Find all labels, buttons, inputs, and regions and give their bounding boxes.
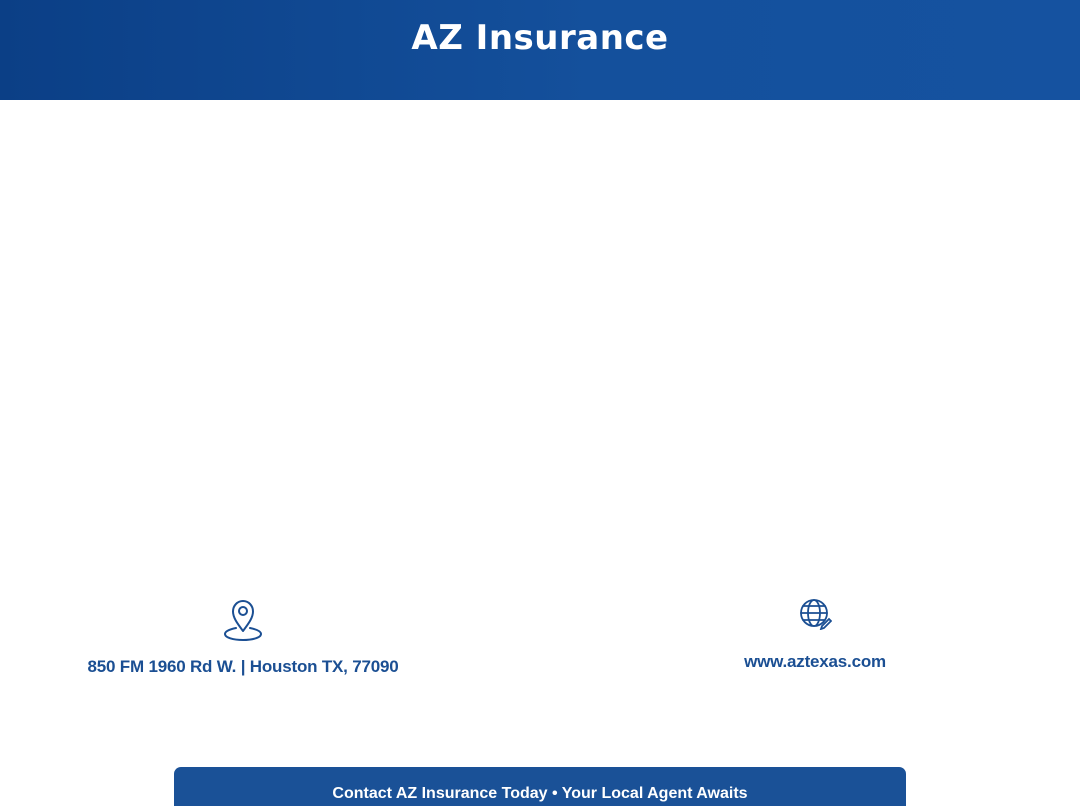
globe-icon	[798, 598, 832, 630]
address-block	[80, 598, 406, 677]
address-text: 850 FM 1960 Rd W. | Houston TX, 77090	[87, 657, 399, 676]
cta-label: Contact AZ Insurance Today • Your Local Agent Awaits	[332, 785, 748, 802]
website-block	[720, 598, 910, 672]
website-link[interactable]: www.aztexas.com	[744, 652, 886, 671]
location-pin-icon	[222, 598, 264, 642]
page-title: AZ Insurance	[411, 18, 669, 58]
contact-cta-bar[interactable]	[174, 767, 906, 806]
header-banner	[0, 0, 1080, 100]
